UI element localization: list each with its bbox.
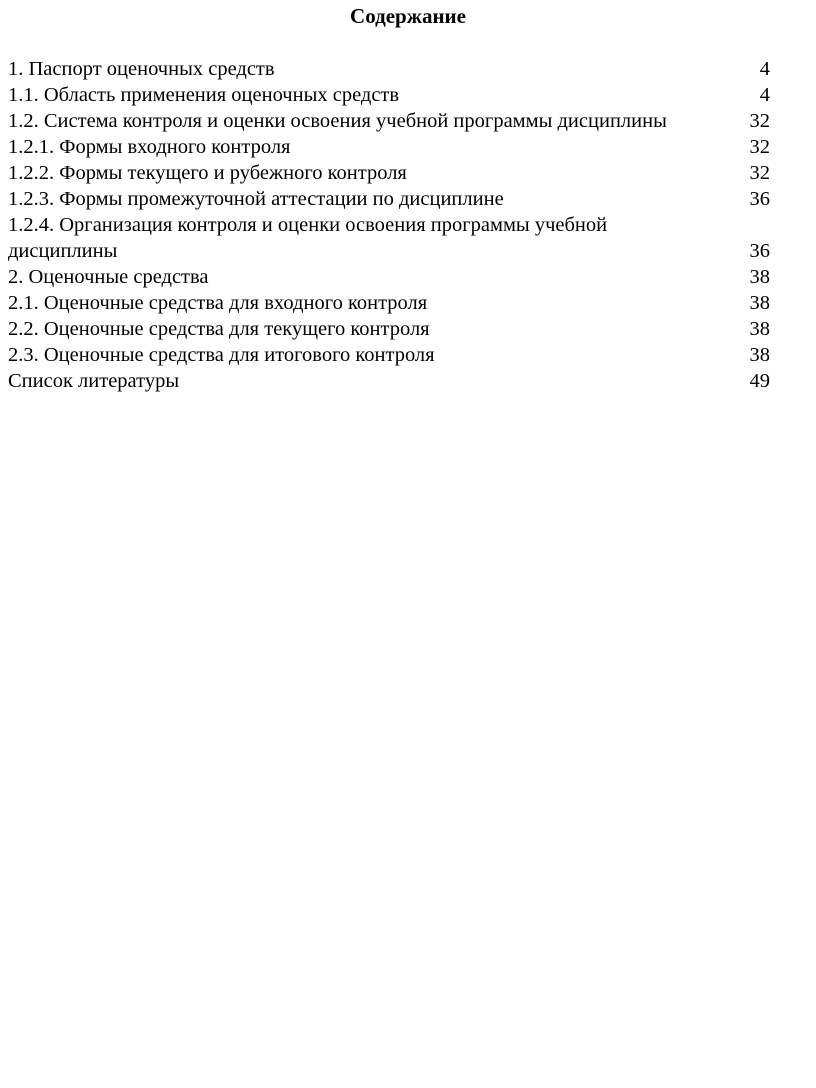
toc-entry-page: 38 <box>749 318 770 340</box>
toc-entry-page: 36 <box>749 240 770 262</box>
toc-entry-page: 32 <box>749 110 770 132</box>
toc-entry-text: 1.2.2. Формы текущего и рубежного контроля <box>8 162 407 184</box>
toc-entry-text: Список литературы <box>8 370 180 392</box>
table-of-contents <box>8 56 798 394</box>
toc-entry-page: 36 <box>749 188 770 210</box>
toc-entry <box>8 316 798 342</box>
toc-entry-text: 1.2. Система контроля и оценки освоения учебной программы дисциплины <box>8 110 667 132</box>
toc-entry <box>8 108 798 134</box>
toc-entry-text: 2. Оценочные средства <box>8 266 209 288</box>
toc-entry <box>8 56 798 82</box>
toc-entry-page: 32 <box>749 162 770 184</box>
page-title: Содержание <box>350 4 466 28</box>
toc-entry <box>8 212 798 264</box>
toc-entry-text: 2.3. Оценочные средства для итогового контроля <box>8 344 435 366</box>
toc-entry <box>8 368 798 394</box>
toc-entry-text: 1.2.1. Формы входного контроля <box>8 136 291 158</box>
toc-entry-page: 4 <box>759 58 770 80</box>
toc-entry-page: 38 <box>749 266 770 288</box>
toc-entry-page: 4 <box>759 84 770 106</box>
toc-entry <box>8 290 798 316</box>
toc-entry-text: 1.2.3. Формы промежуточной аттестации по дисциплине <box>8 188 504 210</box>
toc-entry <box>8 186 798 212</box>
toc-entry-page: 49 <box>749 370 770 392</box>
toc-entry-text: 1.2.4. Организация контроля и оценки освоения программы учебной дисциплины <box>8 214 608 262</box>
toc-entry <box>8 82 798 108</box>
toc-entry-text: 1.1. Область применения оценочных средств <box>8 84 400 106</box>
toc-entry <box>8 160 798 186</box>
toc-entry-page: 32 <box>749 136 770 158</box>
toc-entry-text: 2.1. Оценочные средства для входного контроля <box>8 292 428 314</box>
toc-entry-text: 1. Паспорт оценочных средств <box>8 58 275 80</box>
toc-entry-page: 38 <box>749 292 770 314</box>
toc-entry-text: 2.2. Оценочные средства для текущего контроля <box>8 318 430 340</box>
toc-entry <box>8 264 798 290</box>
toc-entry <box>8 134 798 160</box>
toc-entry-page: 38 <box>749 344 770 366</box>
toc-entry <box>8 342 798 368</box>
